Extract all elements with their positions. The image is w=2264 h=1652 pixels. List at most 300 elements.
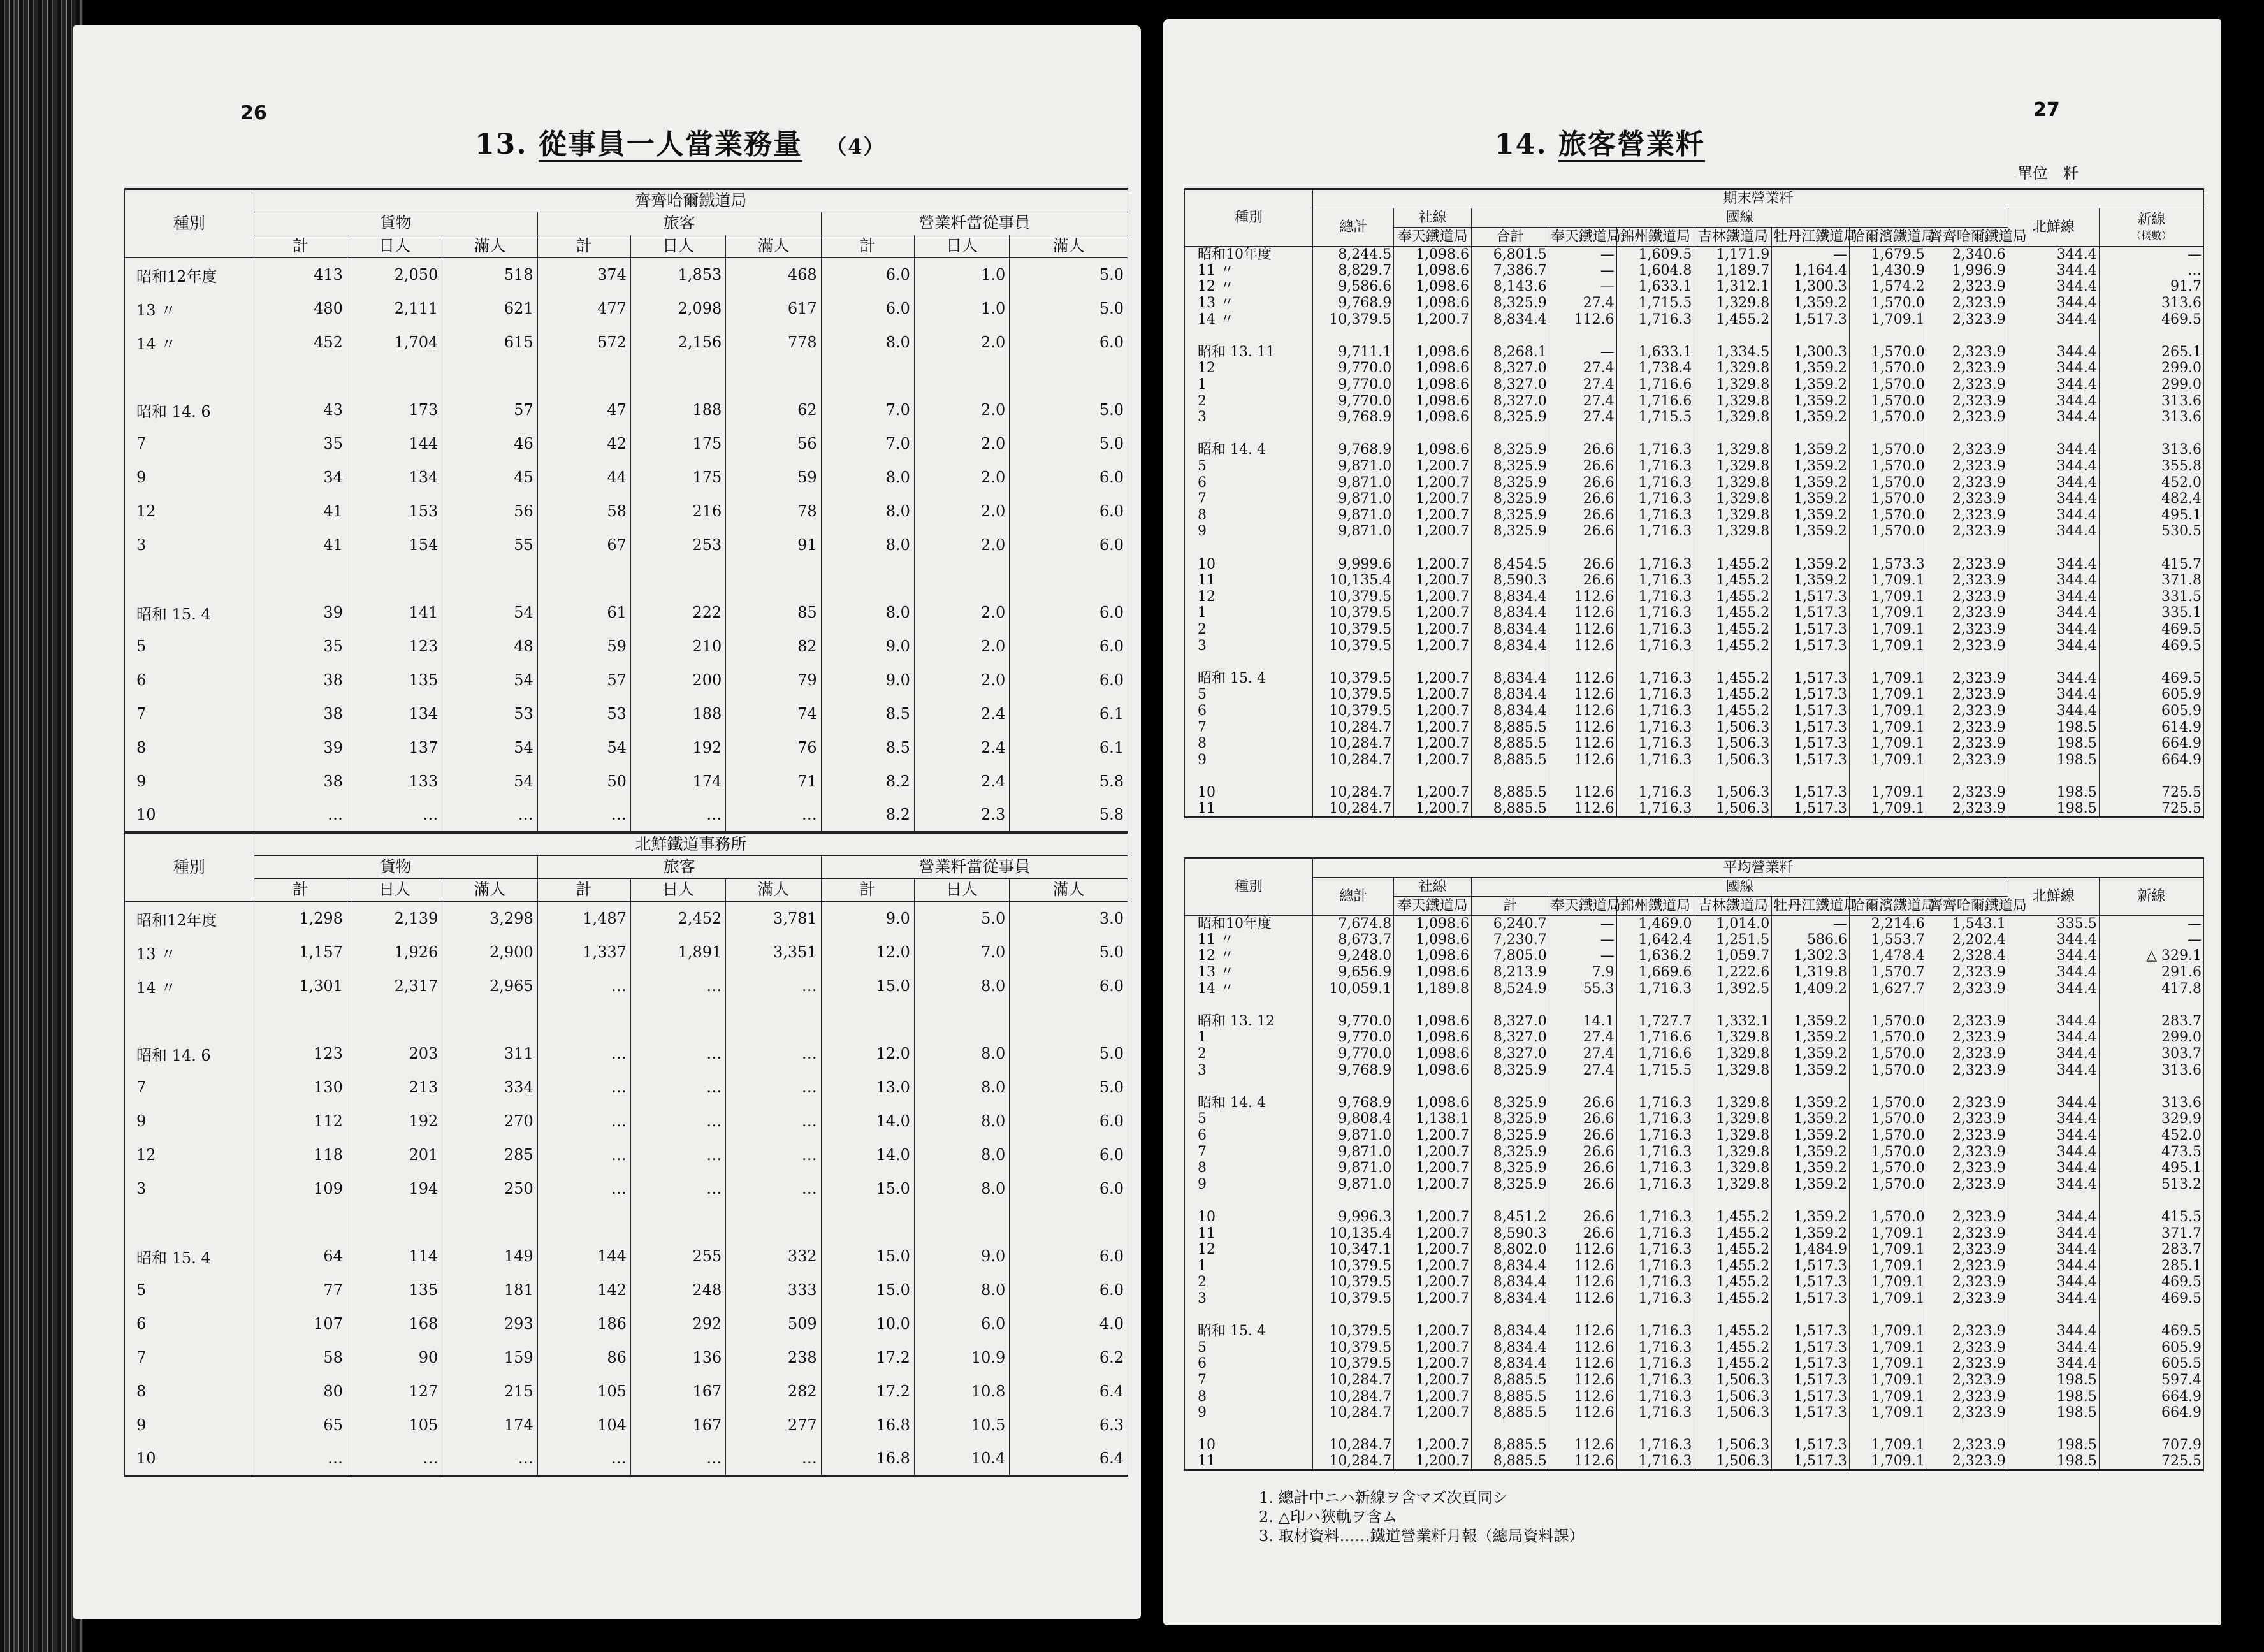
table-cell: 344.4 bbox=[2008, 638, 2099, 655]
spacer-row bbox=[1185, 1193, 2204, 1210]
row-label: 14 〃 bbox=[1185, 981, 1313, 997]
table-cell: 332 bbox=[726, 1240, 821, 1273]
table-cell: 1,098.6 bbox=[1394, 1030, 1472, 1047]
table-cell: 26.6 bbox=[1549, 1160, 1616, 1177]
row-label: 2 bbox=[1185, 1275, 1313, 1291]
table-cell: 313.6 bbox=[2099, 442, 2203, 459]
table-cell: 344.4 bbox=[2008, 703, 2099, 720]
table-cell: 1,098.6 bbox=[1394, 964, 1472, 981]
table-cell: 344.4 bbox=[2008, 1258, 2099, 1275]
table-cell: 9,770.0 bbox=[1313, 377, 1394, 393]
table-cell: 1,329.8 bbox=[1694, 524, 1772, 540]
table-cell: 112.6 bbox=[1549, 752, 1616, 769]
table-cell: 1,359.2 bbox=[1772, 1160, 1850, 1177]
table-cell: 1,319.8 bbox=[1772, 964, 1850, 981]
table-cell: 1,329.8 bbox=[1694, 442, 1772, 459]
table-cell: 112.6 bbox=[1549, 589, 1616, 605]
table-cell: 54 bbox=[442, 765, 537, 799]
table-cell: 8,268.1 bbox=[1472, 344, 1549, 361]
table-cell: 2,098 bbox=[630, 292, 725, 326]
spacer-cell bbox=[1616, 1193, 1694, 1210]
table-cell: 8,673.7 bbox=[1313, 932, 1394, 948]
table-cell: 469.5 bbox=[2099, 1291, 2203, 1307]
sub-header: 合計 bbox=[1472, 228, 1549, 247]
table-cell: 344.4 bbox=[2008, 475, 2099, 491]
table-cell: 38 bbox=[254, 765, 347, 799]
table-cell: 1,455.2 bbox=[1694, 687, 1772, 704]
table-row bbox=[125, 697, 1128, 731]
sub-header: 滿人 bbox=[1010, 879, 1128, 902]
table-row bbox=[125, 596, 1128, 630]
table-cell: 8,325.9 bbox=[1472, 442, 1549, 459]
spacer-cell bbox=[1394, 1193, 1472, 1210]
table-cell: 8,885.5 bbox=[1472, 801, 1549, 818]
table-row bbox=[125, 528, 1128, 562]
table-cell: 12.0 bbox=[821, 936, 914, 969]
table-cell: 1,455.2 bbox=[1694, 1356, 1772, 1373]
table-cell: 8,834.4 bbox=[1472, 1340, 1549, 1356]
row-label: 12 bbox=[1185, 1242, 1313, 1258]
table-cell: 1,517.3 bbox=[1772, 670, 1850, 687]
table-cell: 2,323.9 bbox=[1927, 312, 2008, 328]
table-row bbox=[1185, 393, 2204, 410]
table-cell: 1,716.3 bbox=[1616, 735, 1694, 752]
row-label: 9 bbox=[1185, 1405, 1313, 1421]
col-header-kind: 種別 bbox=[125, 833, 254, 902]
spacer-cell bbox=[1185, 1078, 1313, 1095]
spacer-cell bbox=[1313, 997, 1394, 1013]
row-label: 12 bbox=[125, 1138, 254, 1172]
table-cell: 2.0 bbox=[914, 596, 1009, 630]
table-cell: 1,517.3 bbox=[1772, 720, 1850, 736]
spacer-cell bbox=[1694, 1421, 1772, 1438]
table-cell: 344.4 bbox=[2008, 1226, 2099, 1242]
table-row bbox=[1185, 670, 2204, 687]
table-cell: 5.0 bbox=[1010, 936, 1128, 969]
spacer-cell bbox=[537, 1206, 630, 1240]
table-cell: 1,200.7 bbox=[1394, 703, 1472, 720]
table-cell: 8,834.4 bbox=[1472, 687, 1549, 704]
table-cell: 1,709.1 bbox=[1849, 1291, 1927, 1307]
table-cell: 1,455.2 bbox=[1694, 556, 1772, 573]
table-cell: 8,325.9 bbox=[1472, 1160, 1549, 1177]
row-label: 昭和 13. 11 bbox=[1185, 344, 1313, 361]
table-cell: 1,716.3 bbox=[1616, 1275, 1694, 1291]
table-cell: 8,451.2 bbox=[1472, 1209, 1549, 1226]
table-cell: 2,202.4 bbox=[1927, 932, 2008, 948]
table-cell: 1,506.3 bbox=[1694, 1454, 1772, 1470]
table-cell: 8,834.4 bbox=[1472, 589, 1549, 605]
row-label: 11 〃 bbox=[1185, 932, 1313, 948]
table-cell: 127 bbox=[347, 1375, 442, 1409]
table-cell: 495.1 bbox=[2099, 1160, 2203, 1177]
table-row bbox=[125, 393, 1128, 427]
row-label: 9 bbox=[125, 1409, 254, 1442]
table-cell: 10,379.5 bbox=[1313, 703, 1394, 720]
table-cell: 61 bbox=[537, 596, 630, 630]
spacer-cell bbox=[1927, 1421, 2008, 1438]
table-cell: 112.6 bbox=[1549, 735, 1616, 752]
table-cell: 1,570.0 bbox=[1849, 361, 1927, 377]
table-cell: 344.4 bbox=[2008, 1356, 2099, 1373]
table-cell: 1,455.2 bbox=[1694, 1242, 1772, 1258]
table-cell: 1,517.3 bbox=[1772, 1438, 1850, 1454]
table-cell: 1,329.8 bbox=[1694, 475, 1772, 491]
spacer-cell bbox=[2008, 540, 2099, 556]
table-cell: 1,570.0 bbox=[1849, 1095, 1927, 1112]
table-cell: 1,573.3 bbox=[1849, 556, 1927, 573]
table-cell: 5.0 bbox=[1010, 393, 1128, 427]
table-title: 平均營業粁 bbox=[1313, 859, 2204, 878]
table-cell: 80 bbox=[254, 1375, 347, 1409]
table-row bbox=[1185, 524, 2204, 540]
table-row bbox=[1185, 1112, 2204, 1128]
table-cell: 1,455.2 bbox=[1694, 1275, 1772, 1291]
spacer-row bbox=[125, 1003, 1128, 1037]
spacer-cell bbox=[1549, 1193, 1616, 1210]
table-row bbox=[125, 1442, 1128, 1476]
table-cell: 1,200.7 bbox=[1394, 1438, 1472, 1454]
beisen-workload-table bbox=[124, 832, 1128, 1477]
sub-header: 滿人 bbox=[442, 879, 537, 902]
table-row bbox=[1185, 752, 2204, 769]
spacer-cell bbox=[1313, 769, 1394, 785]
table-cell: 112.6 bbox=[1549, 312, 1616, 328]
table-cell: 10,135.4 bbox=[1313, 572, 1394, 589]
table-cell: 1,300.3 bbox=[1772, 344, 1850, 361]
table-cell: 53 bbox=[442, 697, 537, 731]
table-cell: 1,098.6 bbox=[1394, 361, 1472, 377]
col-header-kind: 種別 bbox=[1185, 189, 1313, 247]
spacer-cell bbox=[125, 1003, 254, 1037]
table-cell: 1,709.1 bbox=[1849, 1438, 1927, 1454]
table-cell: 9,768.9 bbox=[1313, 442, 1394, 459]
spacer-cell bbox=[2099, 1307, 2203, 1324]
row-label: 7 bbox=[1185, 720, 1313, 736]
table-cell: … bbox=[537, 1105, 630, 1138]
page-title bbox=[475, 121, 885, 162]
row-label: 2 bbox=[1185, 621, 1313, 638]
table-cell: 8,325.9 bbox=[1472, 1127, 1549, 1144]
sub-header: 計 bbox=[537, 235, 630, 258]
table-cell: … bbox=[537, 1172, 630, 1206]
spacer-cell bbox=[2099, 654, 2203, 670]
table-cell: 2,323.9 bbox=[1927, 589, 2008, 605]
table-row bbox=[125, 1375, 1128, 1409]
table-cell: 149 bbox=[442, 1240, 537, 1273]
table-cell: 1,506.3 bbox=[1694, 720, 1772, 736]
table-cell: 9,871.0 bbox=[1313, 1144, 1394, 1161]
spacer-cell bbox=[630, 562, 725, 596]
table-row bbox=[1185, 703, 2204, 720]
table-cell: 6.1 bbox=[1010, 697, 1128, 731]
table-cell: 198.5 bbox=[2008, 735, 2099, 752]
row-label: 12 〃 bbox=[1185, 948, 1313, 965]
table-row bbox=[1185, 1340, 2204, 1356]
table-row bbox=[1185, 1242, 2204, 1258]
table-cell: 42 bbox=[537, 427, 630, 461]
table-cell: 112.6 bbox=[1549, 621, 1616, 638]
table-cell: 1,329.8 bbox=[1694, 1062, 1772, 1079]
spacer-cell bbox=[1616, 769, 1694, 785]
table-row bbox=[1185, 475, 2204, 491]
row-label: 2 bbox=[1185, 1046, 1313, 1062]
table-cell: 1,609.5 bbox=[1616, 247, 1694, 263]
row-label: 昭和 13. 12 bbox=[1185, 1013, 1313, 1030]
table-cell: 112.6 bbox=[1549, 605, 1616, 622]
sub-header: 計 bbox=[1472, 897, 1549, 916]
spacer-cell bbox=[1849, 1421, 1927, 1438]
table-row bbox=[1185, 458, 2204, 475]
table-row bbox=[1185, 638, 2204, 655]
table-row bbox=[1185, 1389, 2204, 1405]
table-cell: 10,284.7 bbox=[1313, 1405, 1394, 1421]
row-label: 12 〃 bbox=[1185, 279, 1313, 296]
spacer-cell bbox=[1472, 769, 1549, 785]
table-cell: — bbox=[1549, 263, 1616, 279]
table-cell: 6.2 bbox=[1010, 1341, 1128, 1375]
spacer-cell bbox=[1927, 1193, 2008, 1210]
table-cell: 54 bbox=[442, 663, 537, 697]
table-cell: — bbox=[1549, 247, 1616, 263]
table-cell: 1,301 bbox=[254, 969, 347, 1003]
table-cell: 344.4 bbox=[2008, 1095, 2099, 1112]
table-cell: 597.4 bbox=[2099, 1372, 2203, 1389]
table-cell: — bbox=[1549, 344, 1616, 361]
table-cell: 9,768.9 bbox=[1313, 1095, 1394, 1112]
table-row bbox=[1185, 377, 2204, 393]
table-cell: 198.5 bbox=[2008, 1454, 2099, 1470]
row-label: 9 bbox=[125, 461, 254, 495]
sub-header: 計 bbox=[821, 235, 914, 258]
spacer-cell bbox=[1472, 426, 1549, 442]
table-cell: 2,323.9 bbox=[1927, 1226, 2008, 1242]
table-cell: 1,484.9 bbox=[1772, 1242, 1850, 1258]
spacer-cell bbox=[1185, 1193, 1313, 1210]
footnote: 2. △印ハ狹軌ヲ含ム bbox=[1259, 1508, 1397, 1526]
table-row bbox=[125, 969, 1128, 1003]
table-cell: 1,200.7 bbox=[1394, 524, 1472, 540]
table-cell: 77 bbox=[254, 1273, 347, 1307]
table-cell: 1,715.5 bbox=[1616, 1062, 1694, 1079]
table-cell: 1,716.3 bbox=[1616, 1160, 1694, 1177]
table-cell: 198.5 bbox=[2008, 1389, 2099, 1405]
table-cell: 10,379.5 bbox=[1313, 670, 1394, 687]
table-row bbox=[1185, 409, 2204, 426]
table-cell: 1,098.6 bbox=[1394, 948, 1472, 965]
table-row bbox=[1185, 279, 2204, 296]
company-line-header: 社線 bbox=[1394, 878, 1472, 897]
spacer-row bbox=[1185, 1421, 2204, 1438]
table-cell: 8,834.4 bbox=[1472, 1291, 1549, 1307]
table-cell: 6.0 bbox=[821, 258, 914, 292]
table-cell: 1,098.6 bbox=[1394, 1013, 1472, 1030]
col-header-kind: 種別 bbox=[1185, 859, 1313, 916]
table-cell: 344.4 bbox=[2008, 621, 2099, 638]
table-cell: 2.0 bbox=[914, 427, 1009, 461]
table-cell: 1,200.7 bbox=[1394, 1340, 1472, 1356]
table-cell: 1,570.0 bbox=[1849, 1046, 1927, 1062]
table-row bbox=[1185, 687, 2204, 704]
table-cell: 1,570.0 bbox=[1849, 491, 1927, 507]
table-cell: 344.4 bbox=[2008, 1127, 2099, 1144]
table-cell: 27.4 bbox=[1549, 361, 1616, 377]
spacer-row bbox=[1185, 540, 2204, 556]
sub-header: 奉天鐵道局 bbox=[1394, 228, 1472, 247]
table-cell: 112.6 bbox=[1549, 720, 1616, 736]
spacer-cell bbox=[1185, 426, 1313, 442]
table-cell: 1,716.3 bbox=[1616, 1258, 1694, 1275]
table-cell: 2.4 bbox=[914, 765, 1009, 799]
table-cell: 2,323.9 bbox=[1927, 361, 2008, 377]
table-cell: 1,329.8 bbox=[1694, 377, 1772, 393]
sub-header: 牡丹江鐵道局 bbox=[1772, 897, 1850, 916]
table-row bbox=[125, 1105, 1128, 1138]
row-label: 12 bbox=[1185, 361, 1313, 377]
table-cell: — bbox=[2099, 247, 2203, 263]
table-cell: — bbox=[1549, 916, 1616, 932]
table-cell: 55 bbox=[442, 528, 537, 562]
table-cell: 664.9 bbox=[2099, 735, 2203, 752]
table-cell: 1,200.7 bbox=[1394, 735, 1472, 752]
table-cell: 1,709.1 bbox=[1849, 312, 1927, 328]
table-cell: 7.9 bbox=[1549, 964, 1616, 981]
row-label: 13 〃 bbox=[125, 292, 254, 326]
table-cell: 10,379.5 bbox=[1313, 687, 1394, 704]
table-cell: 1,138.1 bbox=[1394, 1112, 1472, 1128]
table-cell: 1,716.3 bbox=[1616, 507, 1694, 524]
table-cell: 9,770.0 bbox=[1313, 1030, 1394, 1047]
spacer-cell bbox=[1185, 540, 1313, 556]
table-cell: 2.0 bbox=[914, 495, 1009, 528]
row-label: 14 〃 bbox=[125, 326, 254, 359]
table-cell: 9,871.0 bbox=[1313, 1127, 1394, 1144]
table-cell: 1,709.1 bbox=[1849, 703, 1927, 720]
table-cell: 1,709.1 bbox=[1849, 572, 1927, 589]
table-cell: 1,329.8 bbox=[1694, 1127, 1772, 1144]
table-cell: 1,359.2 bbox=[1772, 409, 1850, 426]
table-cell: 6.0 bbox=[1010, 528, 1128, 562]
table-cell: 1,200.7 bbox=[1394, 475, 1472, 491]
table-cell: … bbox=[537, 1037, 630, 1071]
sub-header: 吉林鐵道局 bbox=[1694, 897, 1772, 916]
spacer-cell bbox=[1394, 1421, 1472, 1438]
table-cell: 1,716.6 bbox=[1616, 1030, 1694, 1047]
table-cell: △ 329.1 bbox=[2099, 948, 2203, 965]
sub-header: 日人 bbox=[347, 879, 442, 902]
table-cell: 1,517.3 bbox=[1772, 1291, 1850, 1307]
table-cell: 15.0 bbox=[821, 1172, 914, 1206]
group-header: 貨物 bbox=[254, 856, 537, 879]
table-cell: 8,327.0 bbox=[1472, 1030, 1549, 1047]
table-cell: 1,517.3 bbox=[1772, 1258, 1850, 1275]
table-cell: 8,834.4 bbox=[1472, 1258, 1549, 1275]
table-cell: 617 bbox=[726, 292, 821, 326]
table-cell: 8,885.5 bbox=[1472, 1372, 1549, 1389]
table-cell: 1,200.7 bbox=[1394, 785, 1472, 801]
spacer-cell bbox=[1010, 359, 1128, 393]
table-cell: 1,455.2 bbox=[1694, 1258, 1772, 1275]
sub-header: 日人 bbox=[347, 235, 442, 258]
row-label: 6 bbox=[125, 1307, 254, 1341]
table-cell: 105 bbox=[347, 1409, 442, 1442]
table-cell: 530.5 bbox=[2099, 524, 2203, 540]
table-cell: 1,716.3 bbox=[1616, 475, 1694, 491]
spacer-cell bbox=[1394, 426, 1472, 442]
table-cell: 215 bbox=[442, 1375, 537, 1409]
spacer-row bbox=[125, 359, 1128, 393]
spacer-cell bbox=[1313, 1193, 1394, 1210]
table-row bbox=[1185, 981, 2204, 997]
table-cell: 9,871.0 bbox=[1313, 507, 1394, 524]
table-cell: 1,200.7 bbox=[1394, 1389, 1472, 1405]
spacer-cell bbox=[254, 1003, 347, 1037]
spacer-cell bbox=[1394, 328, 1472, 344]
spacer-cell bbox=[1549, 1078, 1616, 1095]
table-cell: 1,716.3 bbox=[1616, 981, 1694, 997]
table-cell: 469.5 bbox=[2099, 1323, 2203, 1340]
table-cell: 2,323.9 bbox=[1927, 1209, 2008, 1226]
table-cell: 2,323.9 bbox=[1927, 556, 2008, 573]
table-cell: 9,711.1 bbox=[1313, 344, 1394, 361]
row-label: 11 bbox=[1185, 572, 1313, 589]
table-cell: 344.4 bbox=[2008, 312, 2099, 328]
table-cell: 6.0 bbox=[1010, 326, 1128, 359]
table-cell: 1,517.3 bbox=[1772, 1356, 1850, 1373]
table-cell: 293 bbox=[442, 1307, 537, 1341]
table-cell: 1,200.7 bbox=[1394, 752, 1472, 769]
table-cell: 5.0 bbox=[1010, 1071, 1128, 1105]
row-label: 3 bbox=[1185, 409, 1313, 426]
table-cell: 1,633.1 bbox=[1616, 279, 1694, 296]
sub-header: 奉天鐵道局 bbox=[1394, 897, 1472, 916]
table-cell: 198.5 bbox=[2008, 720, 2099, 736]
row-label: 2 bbox=[1185, 393, 1313, 410]
table-cell: 7,805.0 bbox=[1472, 948, 1549, 965]
table-cell: 8.2 bbox=[821, 765, 914, 799]
table-cell: 1,716.6 bbox=[1616, 377, 1694, 393]
spacer-cell bbox=[1849, 1307, 1927, 1324]
table-cell: 10,379.5 bbox=[1313, 312, 1394, 328]
table-cell: 1,704 bbox=[347, 326, 442, 359]
table-cell: 8,885.5 bbox=[1472, 720, 1549, 736]
row-label: 昭和 15. 4 bbox=[125, 596, 254, 630]
table-row bbox=[125, 326, 1128, 359]
table-cell: 91.7 bbox=[2099, 279, 2203, 296]
spacer-cell bbox=[1694, 328, 1772, 344]
sub-header: 滿人 bbox=[726, 879, 821, 902]
table-cell: 1,716.3 bbox=[1616, 720, 1694, 736]
table-cell: 71 bbox=[726, 765, 821, 799]
row-label: 11 〃 bbox=[1185, 263, 1313, 279]
table-row bbox=[1185, 1291, 2204, 1307]
row-label: 8 bbox=[125, 1375, 254, 1409]
table-cell: 112.6 bbox=[1549, 785, 1616, 801]
table-cell: 2,323.9 bbox=[1927, 1160, 2008, 1177]
table-cell: 16.8 bbox=[821, 1409, 914, 1442]
spacer-cell bbox=[1185, 997, 1313, 1013]
spacer-cell bbox=[726, 1003, 821, 1037]
table-cell: 6.0 bbox=[1010, 495, 1128, 528]
table-cell: 16.8 bbox=[821, 1442, 914, 1476]
table-cell: 313.6 bbox=[2099, 1095, 2203, 1112]
table-body bbox=[125, 902, 1128, 1476]
table-cell: 1,716.3 bbox=[1616, 458, 1694, 475]
table-cell: 6.4 bbox=[1010, 1442, 1128, 1476]
table-cell: 1,709.1 bbox=[1849, 1372, 1927, 1389]
spacer-cell bbox=[914, 562, 1009, 596]
table-cell: 1,455.2 bbox=[1694, 1209, 1772, 1226]
